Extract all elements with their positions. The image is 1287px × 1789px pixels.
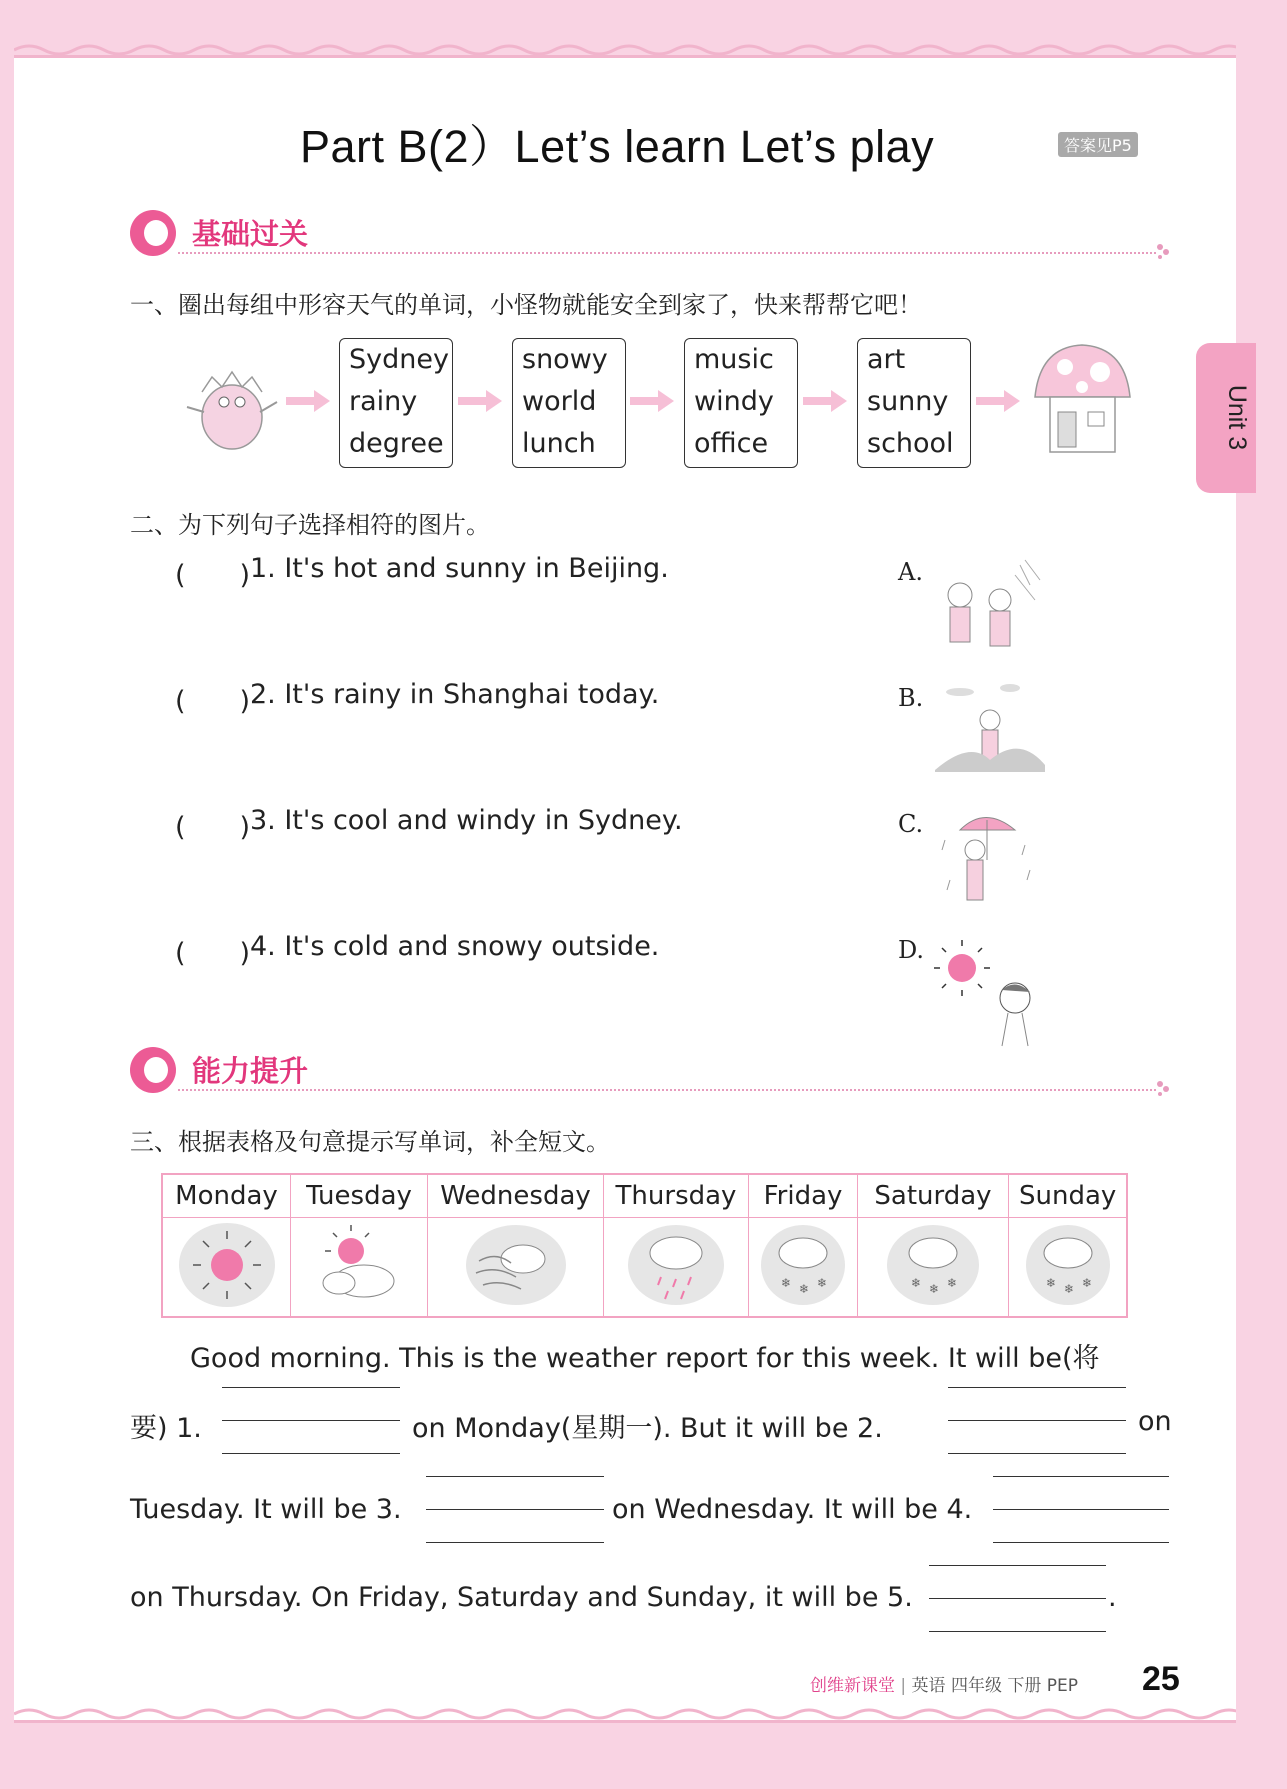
decorative-dots-icon: [1156, 1079, 1170, 1097]
svg-text:❄: ❄: [781, 1276, 792, 1290]
answer-paren[interactable]: ( ): [175, 812, 251, 843]
option-letter: C.: [898, 810, 924, 838]
column-header: Saturday: [858, 1174, 1009, 1218]
arrow-icon: [803, 388, 847, 414]
option-letter: D.: [898, 936, 925, 964]
sentence: 2. It's rainy in Shanghai today.: [250, 679, 660, 710]
footer-subject: 英语 四年级 下册 PEP: [911, 1676, 1079, 1696]
page-title: Part B(2）Let’s learn Let’s play: [300, 121, 935, 172]
blank-1[interactable]: [222, 1387, 400, 1455]
word-group-4: [857, 338, 971, 468]
svg-text:❄: ❄: [817, 1276, 828, 1290]
word-option[interactable]: world: [522, 386, 597, 417]
word-option[interactable]: school: [867, 428, 954, 459]
option-letter: B.: [898, 684, 924, 712]
word-group-3: [684, 338, 798, 468]
arrow-icon: [976, 388, 1020, 414]
footer-info: 创维新课堂 | 英语 四年级 下册 PEP: [810, 1676, 1079, 1696]
sunny-cloudy-icon: [309, 1221, 409, 1309]
snowy-icon: [759, 1221, 847, 1309]
section-heading-advanced: [130, 1047, 1170, 1093]
column-header: Wednesday: [428, 1174, 604, 1218]
picture-sunny-icon: [930, 938, 1050, 1048]
mushroom-house-icon: [1030, 342, 1135, 457]
sentence: 1. It's hot and sunny in Beijing.: [250, 553, 669, 584]
word-option[interactable]: office: [694, 428, 769, 459]
word-option[interactable]: Sydney: [349, 344, 449, 375]
svg-text:❄: ❄: [929, 1282, 940, 1296]
svg-text:❄: ❄: [947, 1276, 958, 1290]
passage-text: .: [1108, 1582, 1117, 1613]
table-cell: [162, 1218, 291, 1318]
top-wave-border: [14, 42, 1236, 58]
sentence: 3. It's cool and windy in Sydney.: [250, 805, 683, 836]
page-number: 25: [1142, 1660, 1180, 1698]
decorative-dots-icon: [1156, 242, 1170, 260]
passage-line-1: Good morning. This is the weather report for this week. It will be(将: [190, 1343, 1100, 1374]
blank-2[interactable]: [948, 1387, 1126, 1455]
dotted-divider: [178, 252, 1156, 254]
question-1-instruction: 一、圈出每组中形容天气的单词，小怪物就能安全到家了，快来帮帮它吧！: [130, 291, 922, 319]
arrow-icon: [286, 388, 330, 414]
sentence: 4. It's cold and snowy outside.: [250, 931, 660, 962]
word-group-2: [512, 338, 626, 468]
passage-text: Tuesday. It will be 3.: [130, 1494, 402, 1525]
sunny-icon: [177, 1221, 277, 1309]
mascot-icon: [130, 210, 176, 256]
word-option[interactable]: art: [867, 344, 906, 375]
picture-snowy-icon: [930, 680, 1050, 790]
snowy-icon: [1024, 1221, 1112, 1309]
word-option[interactable]: music: [694, 344, 774, 375]
windy-icon: [461, 1221, 571, 1309]
column-header: Monday: [162, 1174, 291, 1218]
table-cell: [858, 1218, 1009, 1318]
word-option[interactable]: snowy: [522, 344, 608, 375]
answer-paren[interactable]: ( ): [175, 686, 251, 717]
weather-table: [161, 1173, 1128, 1318]
passage-text: on: [1138, 1406, 1172, 1437]
passage-text: on Thursday. On Friday, Saturday and Sunday, it will be 5.: [130, 1582, 913, 1613]
svg-text:❄: ❄: [911, 1276, 922, 1290]
question-3-instruction: 三、根据表格及句意提示写单词，补全短文。: [130, 1128, 610, 1156]
word-option[interactable]: lunch: [522, 428, 596, 459]
table-header-row: [162, 1174, 1127, 1218]
rainy-icon: [626, 1221, 726, 1309]
footer-brand: 创维新课堂: [810, 1676, 895, 1696]
picture-rainy-icon: [930, 810, 1050, 920]
answer-paren[interactable]: ( ): [175, 560, 251, 591]
answer-paren[interactable]: ( ): [175, 938, 251, 969]
svg-text:❄: ❄: [799, 1282, 810, 1296]
blank-3[interactable]: [426, 1476, 604, 1544]
answer-reference-badge: 答案见P5: [1058, 132, 1138, 157]
column-header: Friday: [749, 1174, 858, 1218]
word-option[interactable]: windy: [694, 386, 774, 417]
unit-tab-label: Unit 3: [1223, 384, 1252, 451]
blank-4[interactable]: [993, 1476, 1169, 1544]
table-cell: [428, 1218, 604, 1318]
column-header: Sunday: [1009, 1174, 1128, 1218]
blank-5[interactable]: [929, 1565, 1106, 1633]
column-header: Thursday: [604, 1174, 749, 1218]
svg-text:❄: ❄: [1063, 1282, 1074, 1296]
word-group-1: [339, 338, 453, 468]
svg-text:❄: ❄: [1081, 1276, 1092, 1290]
section-heading-basic: [130, 210, 1170, 256]
table-row: [162, 1218, 1127, 1318]
mascot-icon: [130, 1047, 176, 1093]
column-header: Tuesday: [291, 1174, 428, 1218]
word-option[interactable]: degree: [349, 428, 444, 459]
bottom-wave-border: [14, 1706, 1236, 1722]
question-2-instruction: 二、为下列句子选择相符的图片。: [130, 511, 490, 539]
passage-text: 要) 1.: [130, 1413, 202, 1444]
dotted-divider: [178, 1089, 1156, 1091]
table-cell: [291, 1218, 428, 1318]
unit-tab: [1196, 343, 1256, 493]
arrow-icon: [630, 388, 674, 414]
table-cell: [749, 1218, 858, 1318]
table-cell: [1009, 1218, 1128, 1318]
word-option[interactable]: sunny: [867, 386, 949, 417]
monster-icon: [182, 362, 282, 457]
section-heading-label: 能力提升: [192, 1054, 309, 1088]
picture-windy-icon: [930, 555, 1050, 665]
snowy-icon: [883, 1221, 983, 1309]
word-option[interactable]: rainy: [349, 386, 418, 417]
arrow-icon: [458, 388, 502, 414]
table-cell: [604, 1218, 749, 1318]
svg-text:❄: ❄: [1045, 1276, 1056, 1290]
passage-text: on Monday(星期一). But it will be 2.: [412, 1413, 883, 1444]
option-letter: A.: [898, 558, 923, 586]
passage-text: on Wednesday. It will be 4.: [612, 1494, 973, 1525]
section-heading-label: 基础过关: [192, 217, 309, 251]
